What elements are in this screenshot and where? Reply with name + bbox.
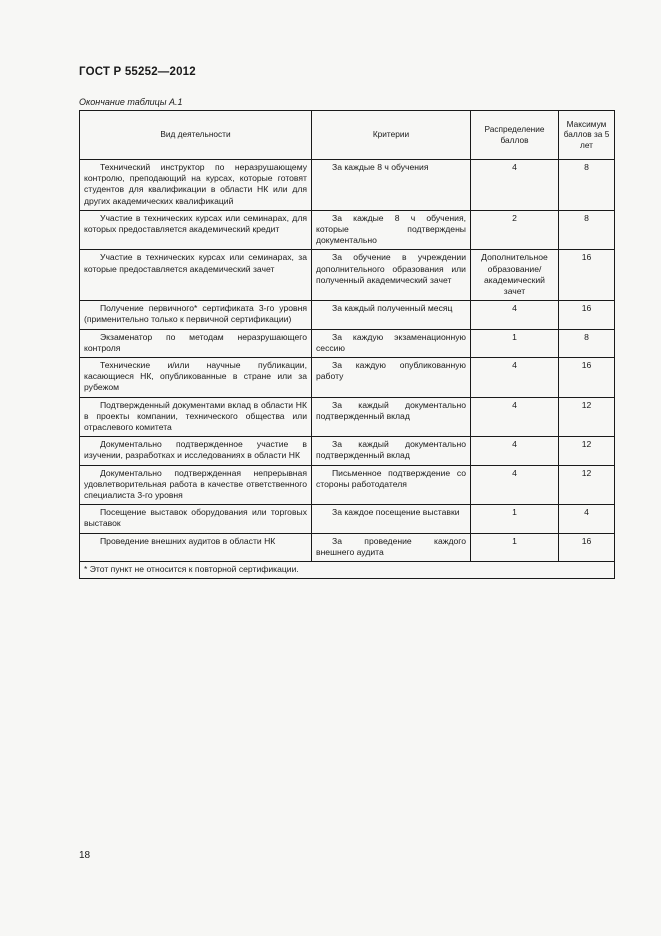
column-header-points: Распределение баллов [471,111,559,160]
max-points-cell: 16 [559,301,615,329]
table-row [80,301,615,329]
table-row [80,465,615,505]
criteria-cell: За обучение в учреждении дополнительного образования или полученный академический зачет [312,250,471,301]
table-row [80,533,615,561]
points-cell: 4 [471,160,559,211]
max-points-cell: 16 [559,250,615,301]
activity-cell: Технический инструктор по неразрушающему контролю, преподающий на курсах, которые готовят студентов для квалификации в области НК или для других академических квалификаций [80,160,312,211]
activity-cell: Технические и/или научные публикации, касающиеся НК, опубликованные в стране или за рубежом [80,358,312,398]
footnote-row [80,562,615,579]
activity-cell: Документально подтвержденное участие в изучении, разработках и исследованиях в области НК [80,437,312,465]
points-cell: 4 [471,437,559,465]
activity-cell: Участие в технических курсах или семинарах, за которые предоставляется академический зачет [80,250,312,301]
column-header-max: Максимум баллов за 5 лет [559,111,615,160]
points-cell: 1 [471,329,559,357]
table-row [80,437,615,465]
max-points-cell: 8 [559,210,615,250]
table-body [80,160,615,562]
criteria-table [79,110,615,579]
activity-cell: Подтвержденный документами вклад в области НК в проекты компании, технического общества или отраслевого комитета [80,397,312,437]
activity-cell: Посещение выставок оборудования или торговых выставок [80,505,312,533]
points-cell: 4 [471,301,559,329]
table-row [80,210,615,250]
criteria-cell: За каждый документально подтвержденный вклад [312,437,471,465]
table-row [80,358,615,398]
max-points-cell: 8 [559,160,615,211]
criteria-cell: Письменное подтверждение со стороны работодателя [312,465,471,505]
points-cell: 4 [471,465,559,505]
max-points-cell: 16 [559,358,615,398]
table-header-row [80,111,615,160]
max-points-cell: 12 [559,397,615,437]
table-row [80,250,615,301]
table-row [80,397,615,437]
criteria-cell: За каждый документально подтвержденный вклад [312,397,471,437]
points-cell: Дополнительное образование/ академический зачет [471,250,559,301]
points-cell: 2 [471,210,559,250]
points-cell: 4 [471,397,559,437]
max-points-cell: 12 [559,465,615,505]
max-points-cell: 8 [559,329,615,357]
table-footnote: * Этот пункт не относится к повторной сертификации. [80,562,615,579]
activity-cell: Документально подтвержденная непрерывная удовлетворительная работа в качестве ответственного специалиста 3-го уровня [80,465,312,505]
max-points-cell: 12 [559,437,615,465]
page-number: 18 [79,850,91,861]
activity-cell: Получение первичного* сертификата 3-го уровня (применительно только к первичной сертификации) [80,301,312,329]
table-row [80,160,615,211]
criteria-cell: За каждую экзаменационную сессию [312,329,471,357]
points-cell: 1 [471,505,559,533]
criteria-cell: За каждую опубликованную работу [312,358,471,398]
criteria-cell: За каждые 8 ч обучения [312,160,471,211]
page-header: ГОСТ Р 55252—2012 [79,66,196,78]
table-caption: Окончание таблицы А.1 [79,97,183,107]
points-cell: 1 [471,533,559,561]
points-cell: 4 [471,358,559,398]
activity-cell: Проведение внешних аудитов в области НК [80,533,312,561]
column-header-activity: Вид деятельности [80,111,312,160]
column-header-criteria: Критерии [312,111,471,160]
table-row [80,505,615,533]
activity-cell: Участие в технических курсах или семинарах, для которых предоставляется академический кредит [80,210,312,250]
max-points-cell: 16 [559,533,615,561]
criteria-cell: За проведение каждого внешнего аудита [312,533,471,561]
table-row [80,329,615,357]
criteria-cell: За каждое посещение выставки [312,505,471,533]
criteria-cell: За каждые 8 ч обучения, которые подтверждены документально [312,210,471,250]
activity-cell: Экзаменатор по методам неразрушающего контроля [80,329,312,357]
criteria-cell: За каждый полученный месяц [312,301,471,329]
max-points-cell: 4 [559,505,615,533]
